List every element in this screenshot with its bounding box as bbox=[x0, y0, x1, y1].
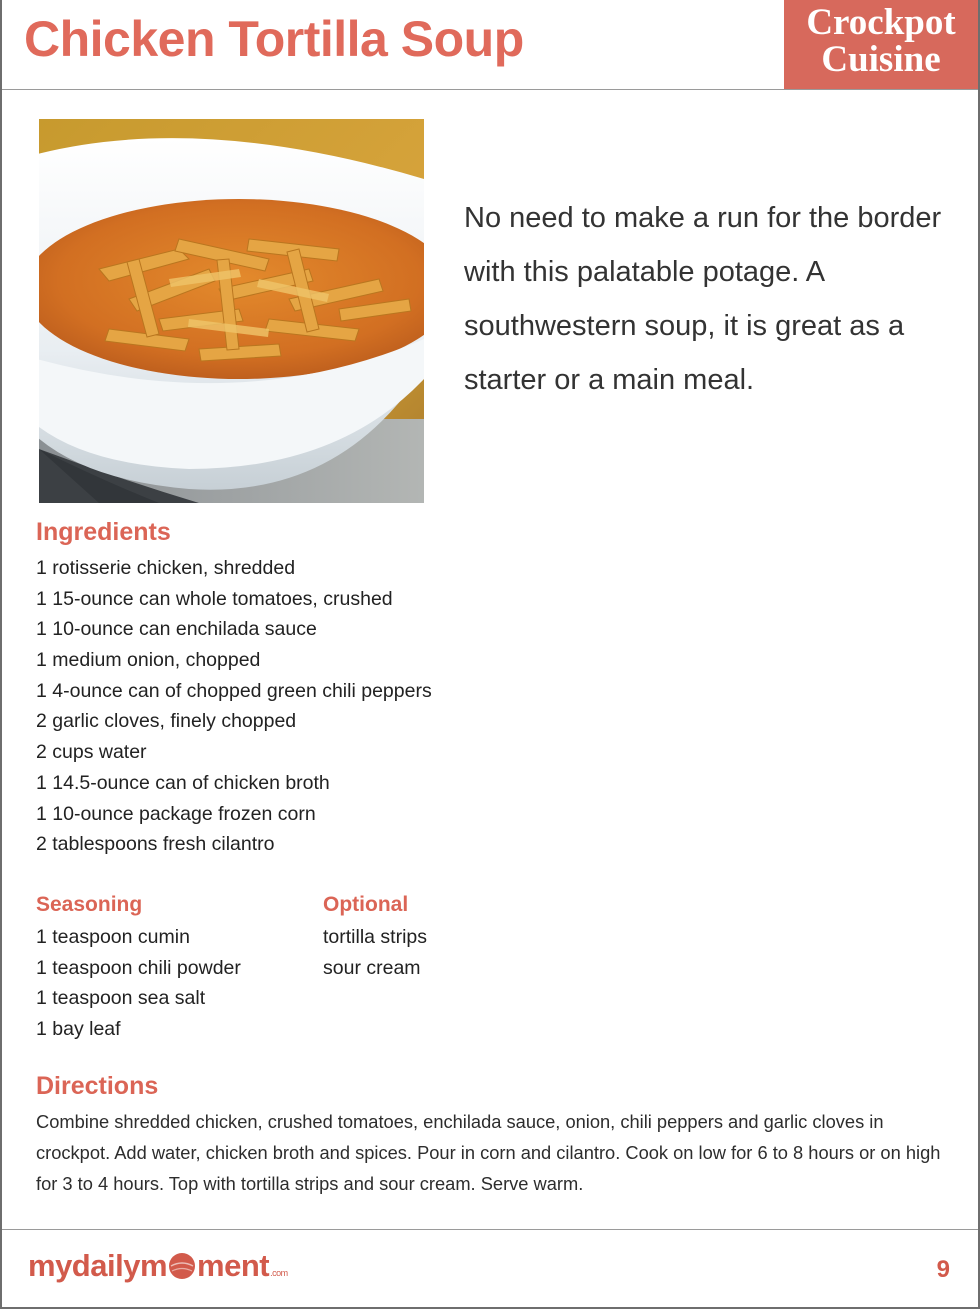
logo-text-end: ment bbox=[197, 1248, 270, 1283]
page-footer bbox=[2, 1229, 978, 1307]
list-item: 1 10-ounce package frozen corn bbox=[36, 802, 316, 825]
list-item: 2 tablespoons fresh cilantro bbox=[36, 833, 275, 856]
recipe-intro: No need to make a run for the border with this palatable potage. A southwestern soup, it is great as a starter or a main meal. bbox=[464, 202, 942, 396]
mydailymoment-logo[interactable] bbox=[28, 1248, 288, 1284]
brand-line-1: Crockpot bbox=[806, 2, 956, 43]
list-item: 1 10-ounce can enchilada sauce bbox=[36, 618, 317, 641]
list-item: 1 teaspoon cumin bbox=[36, 926, 190, 948]
logo-text-start: mydailym bbox=[28, 1248, 168, 1283]
list-item: 2 cups water bbox=[36, 741, 147, 764]
list-item: sour cream bbox=[323, 956, 421, 979]
list-item: 1 14.5-ounce can of chicken broth bbox=[36, 771, 330, 794]
directions-heading: Directions bbox=[36, 1072, 159, 1100]
page-header bbox=[2, 0, 978, 90]
page-number: 9 bbox=[936, 1256, 950, 1283]
list-item: 1 4-ounce can of chopped green chili peppers bbox=[36, 679, 432, 702]
list-item: 1 15-ounce can whole tomatoes, crushed bbox=[36, 587, 393, 610]
optional-heading: Optional bbox=[323, 893, 409, 916]
soup-photo bbox=[39, 119, 424, 503]
brand-line-2: Cuisine bbox=[821, 39, 941, 80]
seasoning-list bbox=[36, 922, 241, 1045]
ingredients-list bbox=[36, 553, 432, 860]
optional-list bbox=[323, 922, 427, 983]
seasoning-heading: Seasoning bbox=[36, 893, 143, 916]
list-item: 2 garlic cloves, finely chopped bbox=[36, 710, 297, 733]
recipe-title: Chicken Tortilla Soup bbox=[24, 11, 524, 67]
directions-text: Combine shredded chicken, crushed tomatoes, enchilada sauce, onion, chili peppers and garlic cloves in crockpot. Add water, chicken broth and spices. Pour in corn and cilantro. Cook on low for 6 to 8 hours or on high for 3 to 4 hours. Top with tortilla strips and sour cream. Serve warm. bbox=[36, 1111, 941, 1194]
list-item: 1 teaspoon sea salt bbox=[36, 987, 206, 1010]
list-item: tortilla strips bbox=[323, 926, 428, 948]
ingredients-heading: Ingredients bbox=[36, 518, 171, 546]
list-item: 1 bay leaf bbox=[36, 1018, 121, 1041]
logo-circle-icon bbox=[168, 1252, 196, 1280]
list-item: 1 teaspoon chili powder bbox=[36, 956, 241, 979]
list-item: 1 medium onion, chopped bbox=[36, 649, 261, 672]
brand-badge bbox=[784, 0, 978, 89]
logo-suffix: .com bbox=[270, 1268, 288, 1278]
list-item: 1 rotisserie chicken, shredded bbox=[36, 557, 296, 579]
